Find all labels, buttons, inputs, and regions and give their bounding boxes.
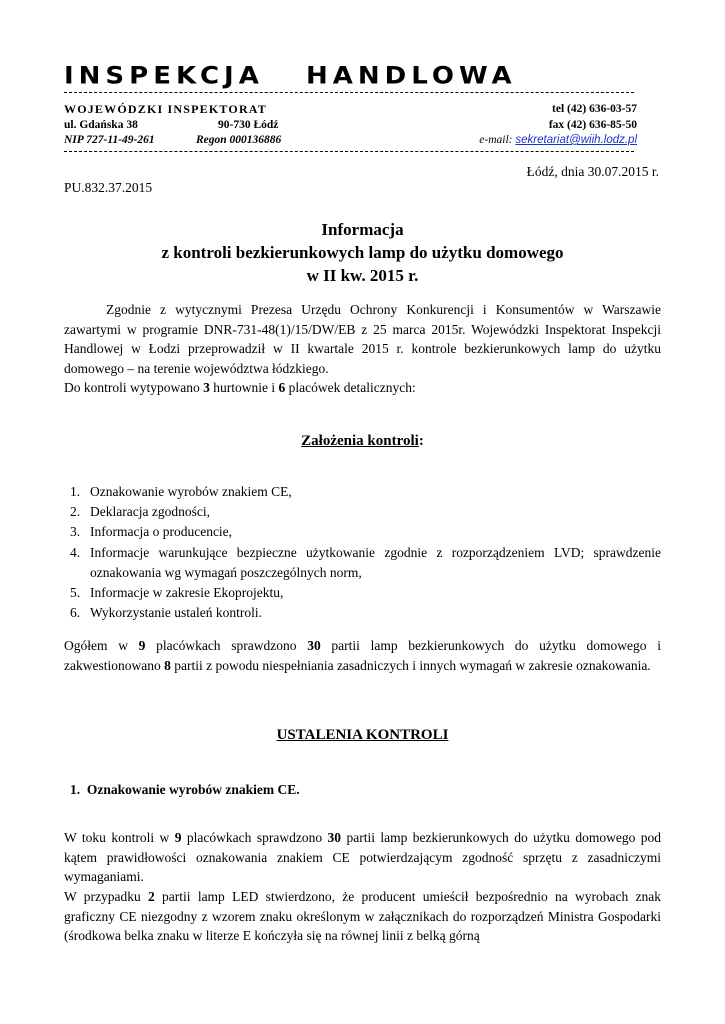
title-line-1: Informacja: [321, 220, 404, 239]
list-item: [64, 543, 661, 583]
postal-code: 90-730 Łódź: [218, 119, 279, 131]
findings-batches-count: 30: [327, 830, 342, 845]
findings-paragraph-1: [64, 828, 661, 887]
findings-p2-text-a: W przypadku: [64, 889, 149, 904]
list-item-text: Informacje w zakresie Ekoprojektu,: [90, 585, 284, 601]
title-line-3: w II kw. 2015 r.: [306, 266, 419, 285]
findings-text-b: placówkach sprawdzono: [181, 830, 328, 845]
led-batches-count: 2: [148, 889, 155, 904]
wholesalers-count: 3: [203, 380, 210, 395]
intro-paragraph: Zgodnie z wytycznymi Prezesa Urzędu Ochrony Konkurencji i Konsumentów w Warszawie zawartymi w programie DNR-731-48(1)/15/DW/EB z 25 marca 2015r. Wojewódzki Inspektorat Inspekcji Handlowej w Łodzi przeprowadził w II kwartale 2015 r. kontrole bezkierunkowych lamp do użytku domowego – na terenie województwa łódzkiego.: [64, 302, 661, 376]
assumptions-heading-text: Założenia kontroli: [301, 433, 419, 449]
findings-p2-text-b: partii lamp LED stwierdzono, że producent umieścił bezpośrednio na wyrobach znak graficzny CE niezgodny z wzorem znaku określonym w załącznikach do rozporządzeń Ministra Gospodarki (środkowa belka znaku w literze E kończyła się na równej linii z belką górną: [64, 889, 661, 943]
list-item-number: 3.: [70, 524, 81, 540]
assumptions-list: [64, 482, 661, 623]
list-item: [64, 603, 661, 623]
outlets-count: 9: [138, 638, 146, 653]
list-item-text: Deklaracja zgodności,: [90, 504, 210, 520]
subsection-number: 1.: [70, 782, 81, 797]
regon-number: Regon 000136886: [196, 134, 282, 146]
findings-text-a: W toku kontroli w: [64, 830, 175, 845]
fax: fax (42) 636-85-50: [548, 119, 637, 131]
email-label: e-mail:: [479, 134, 513, 146]
assumptions-colon: :: [418, 433, 424, 449]
findings-outlets-count: 9: [174, 830, 182, 845]
list-item: [64, 583, 661, 603]
batches-count: 30: [307, 638, 321, 653]
inspection-logo: INSPEKCJA HANDLOWA: [64, 62, 517, 90]
intro-targets-text-c: placówek detalicznych:: [285, 380, 416, 395]
page-title: [64, 218, 661, 287]
summary-text-b: placówkach sprawdzono: [145, 638, 308, 653]
list-item-number: 2.: [70, 504, 81, 520]
findings-paragraph-2: [64, 887, 661, 946]
list-item-number: 4.: [70, 544, 81, 560]
summary-text-d: partii z powodu niespełniania zasadniczych i innych wymagań w zakresie oznakowania.: [170, 657, 651, 673]
institution-name: WOJEWÓDZKI INSPEKTORAT: [64, 102, 267, 116]
header-divider: [64, 92, 634, 93]
questioned-count: 8: [164, 657, 171, 673]
list-item: [64, 502, 661, 522]
list-item-text: Wykorzystanie ustaleń kontroli.: [90, 605, 263, 621]
telephone: tel (42) 636-03-57: [552, 103, 637, 115]
summary-paragraph: [64, 636, 661, 675]
findings-heading: USTALENIA KONTROLI: [276, 727, 449, 743]
list-item-text: Informacje warunkujące bezpieczne użytkowanie zgodnie z rozporządzeniem LVD; sprawdzenie oznakowania wg wymagań poszczególnych norm,: [90, 544, 661, 580]
email-line: [479, 133, 637, 147]
list-item-text: Informacja o producencie,: [90, 524, 233, 540]
list-item: [64, 482, 661, 502]
header-bottom-divider: [64, 151, 634, 152]
list-item-number: 5.: [70, 585, 81, 601]
reference-number: PU.832.37.2015: [64, 180, 153, 195]
list-item: [64, 522, 661, 542]
intro-targets-text-a: Do kontroli wytypowano: [64, 380, 204, 395]
intro-targets: [64, 378, 661, 398]
findings-text-c: partii lamp bezkierunkowych do użytku domowego pod kątem prawidłowości oznakowania znakiem CE potwierdzającym zgodność sprzętu z zasadniczymi wymaganiami.: [64, 830, 662, 884]
date-line: Łódź, dnia 30.07.2015 r.: [526, 164, 659, 179]
summary-text-c: partii lamp bezkierunkowych do użytku domowego i zakwestionowano: [64, 638, 661, 673]
title-line-2: z kontroli bezkierunkowych lamp do użytku domowego: [161, 243, 564, 262]
assumptions-heading: [64, 432, 661, 451]
retail-count: 6: [278, 380, 286, 395]
list-item-text: Oznakowanie wyrobów znakiem CE,: [90, 484, 292, 499]
subsection-heading: [70, 780, 300, 800]
list-item-number: 1.: [70, 484, 81, 499]
nip-number: NIP 727-11-49-261: [64, 134, 155, 146]
street-address: ul. Gdańska 38: [64, 119, 138, 131]
email-link[interactable]: sekretariat@wiih.lodz.pl: [515, 134, 637, 146]
subsection-title: Oznakowanie wyrobów znakiem CE.: [86, 782, 300, 797]
summary-text-a: Ogółem w: [64, 638, 139, 653]
intro-targets-text-b: hurtownie i: [209, 380, 279, 395]
list-item-number: 6.: [70, 605, 81, 621]
